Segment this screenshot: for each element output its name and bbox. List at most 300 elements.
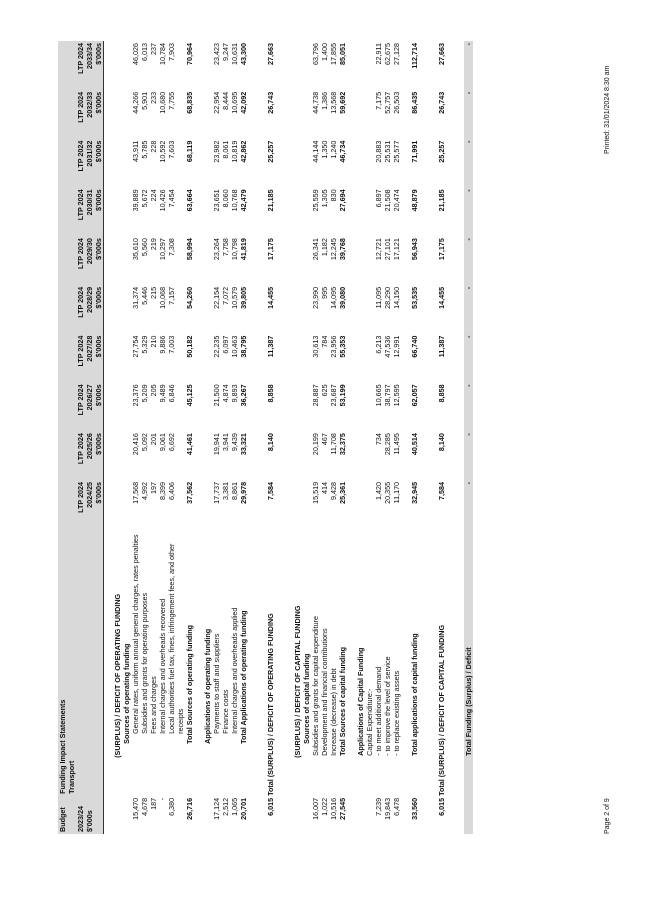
section-heading: Sources of capital funding xyxy=(302,653,311,744)
table-row-total-apps-op xyxy=(239,41,248,834)
value-cell: 1,305 xyxy=(320,189,329,208)
value-cell: 17,855 xyxy=(329,43,338,65)
value-cell: 43,300 xyxy=(239,43,248,65)
section-heading-row xyxy=(113,41,122,834)
table-row-debt xyxy=(329,41,338,834)
header-row-ltp xyxy=(76,41,85,834)
value-cell: 197 xyxy=(149,481,158,494)
table-row-gen-rates xyxy=(131,41,140,834)
value-cell: 10,579 xyxy=(230,286,239,309)
value-cell: 27,754 xyxy=(131,335,140,358)
value-cell: 20,355 xyxy=(383,481,392,504)
value-cell: 63,664 xyxy=(185,189,194,212)
budget-title: Budget xyxy=(58,796,76,834)
value-cell: 68,119 xyxy=(185,140,194,163)
value-cell: 20,474 xyxy=(392,189,401,212)
table-row-finance-costs xyxy=(221,41,230,834)
value-cell: 27,101 xyxy=(383,238,392,261)
section-heading-row xyxy=(302,41,311,834)
value-cell: 26,743 xyxy=(437,91,446,114)
value-cell: 1,240 xyxy=(329,140,338,159)
value-cell: 41,461 xyxy=(185,433,194,456)
ltp-label: LTP 2024 xyxy=(76,139,85,188)
value-cell: 6,897 xyxy=(374,189,383,208)
value-cell: 47,536 xyxy=(383,335,392,358)
value-cell: 5,446 xyxy=(140,286,149,305)
value-cell: 25,531 xyxy=(383,140,392,163)
value-cell: 1,350 xyxy=(320,140,329,159)
value-cell: 25,257 xyxy=(437,140,446,163)
budget-cell: 15,470 xyxy=(131,797,140,820)
value-cell: 33,321 xyxy=(239,433,248,456)
value-cell: 215 xyxy=(149,286,158,299)
value-cell: 10,068 xyxy=(158,286,167,309)
unit-header: $'000s xyxy=(94,431,104,480)
row-label: Increase (decrease) in debt xyxy=(329,668,338,756)
row-label: Total (SURPLUS) / DEFICIT OF OPERATING FUNDING xyxy=(266,613,275,796)
budget-cell: 6,380 xyxy=(167,797,176,816)
section-title: Transport xyxy=(67,760,76,794)
value-cell: 224 xyxy=(149,189,158,202)
row-label: Payments to staff and suppliers xyxy=(212,633,221,734)
table-row-internal-applied xyxy=(230,41,239,834)
budget-cell: 27,545 xyxy=(338,797,347,820)
table-row-improve-service xyxy=(383,41,392,834)
value-cell: 14,150 xyxy=(392,286,401,309)
table-row-fees xyxy=(149,41,158,834)
ltp-label: LTP 2024 xyxy=(76,41,85,90)
value-cell: 62,057 xyxy=(410,384,419,407)
value-cell: 8,444 xyxy=(221,91,230,110)
row-label: Development and financial contributions xyxy=(320,628,329,756)
value-cell: 10,426 xyxy=(158,189,167,212)
value-cell: 23,956 xyxy=(329,335,338,358)
budget-cell: 16,007 xyxy=(311,797,320,820)
row-label: Total (SURPLUS) / DEFICIT OF CAPITAL FUNDING xyxy=(437,624,446,796)
value-cell: 39,889 xyxy=(131,189,140,212)
row-label: Local authorities fuel tax, fines, infringement fees, and other receipts xyxy=(167,543,185,734)
budget-cell: - xyxy=(158,797,167,801)
value-cell: 7,758 xyxy=(221,238,230,257)
value-cell: - xyxy=(464,286,473,290)
ltp-label: LTP 2024 xyxy=(76,285,85,334)
value-cell: - xyxy=(464,43,473,46)
value-cell: 7,454 xyxy=(167,189,176,208)
value-cell: 46,734 xyxy=(338,140,347,163)
value-cell: 4,992 xyxy=(140,481,149,500)
value-cell: 55,353 xyxy=(338,335,347,358)
value-cell: 8,140 xyxy=(266,433,275,452)
value-cell: 9,886 xyxy=(158,335,167,354)
spacer-row xyxy=(248,41,266,834)
ltp-label: LTP 2024 xyxy=(76,480,85,531)
value-cell: 37,562 xyxy=(185,481,194,504)
unit-header: $'000s xyxy=(94,90,104,139)
spacer-row xyxy=(446,41,464,834)
value-cell: 7,603 xyxy=(167,140,176,159)
value-cell: 39,080 xyxy=(338,286,347,309)
value-cell: - xyxy=(464,91,473,95)
table-row-total-sources-cap xyxy=(338,41,347,834)
value-cell: 46,026 xyxy=(131,43,140,65)
year-header: 2031/32 xyxy=(85,139,94,188)
value-cell: 6,846 xyxy=(167,384,176,403)
value-cell: 228 xyxy=(149,140,158,153)
value-cell: - xyxy=(464,335,473,339)
value-cell: 734 xyxy=(374,433,383,446)
value-cell: 6,406 xyxy=(167,481,176,500)
year-header: 2027/28 xyxy=(85,334,94,383)
value-cell: 11,495 xyxy=(392,433,401,455)
value-cell: 201 xyxy=(149,433,158,446)
value-cell: 59,692 xyxy=(338,91,347,114)
ltp-label: LTP 2024 xyxy=(76,187,85,236)
budget-cell: 26,716 xyxy=(185,797,194,820)
value-cell: 39,768 xyxy=(338,238,347,261)
value-cell: 44,144 xyxy=(311,140,320,163)
value-cell: 13,568 xyxy=(329,91,338,114)
ltp-label: LTP 2024 xyxy=(76,90,85,139)
budget-cell xyxy=(464,796,473,834)
value-cell: 50,182 xyxy=(185,335,194,358)
value-cell: 237 xyxy=(149,43,158,55)
section-heading: Applications of Capital Funding xyxy=(356,647,365,756)
value-cell: - xyxy=(464,433,473,436)
row-label: Internal charges and overheads recovered xyxy=(158,598,167,734)
value-cell: 66,740 xyxy=(410,335,419,358)
table-body xyxy=(58,41,473,834)
value-cell: 10,297 xyxy=(158,238,167,261)
value-cell: 32,945 xyxy=(410,481,419,504)
value-cell: 42,092 xyxy=(239,91,248,114)
value-cell: 71,991 xyxy=(410,140,419,163)
value-cell: 5,901 xyxy=(140,91,149,110)
value-cell: 784 xyxy=(320,335,329,348)
value-cell: 11,708 xyxy=(329,433,338,455)
top-title: Funding Impact Statements xyxy=(58,699,67,794)
value-cell: 7,175 xyxy=(374,91,383,110)
value-cell: 10,784 xyxy=(158,43,167,65)
row-label: General rates, uniform annual general charges, rates penalties xyxy=(131,534,140,734)
value-cell: 63,796 xyxy=(311,43,320,65)
value-cell: 5,092 xyxy=(140,433,149,452)
value-cell: 23,687 xyxy=(329,384,338,407)
value-cell: 21,508 xyxy=(383,189,392,212)
budget-cell: 1,022 xyxy=(320,797,329,816)
value-cell: 8,061 xyxy=(221,140,230,159)
row-label: Total Sources of capital funding xyxy=(338,646,347,756)
value-cell: 28,290 xyxy=(383,286,392,309)
unit-header: $'000s xyxy=(94,334,104,383)
value-cell: 9,247 xyxy=(221,43,230,61)
table-row-subsidies-cap xyxy=(311,41,320,834)
value-cell: 27,128 xyxy=(392,43,401,65)
value-cell: 17,175 xyxy=(266,238,275,261)
printed-date: Printed: 31/01/2024 8:30 am xyxy=(604,65,611,154)
row-label: - to meet additional demand xyxy=(374,666,383,756)
section-heading: Sources of operating funding xyxy=(122,643,131,744)
value-cell: 62,675 xyxy=(383,43,392,65)
value-cell: 68,835 xyxy=(185,91,194,114)
row-label: - to improve the level of service xyxy=(383,656,392,756)
table-row-local-auth xyxy=(167,41,185,834)
section-heading-row xyxy=(293,41,302,834)
budget-cell: 2,512 xyxy=(221,797,230,816)
value-cell: 10,768 xyxy=(230,189,239,212)
unit-header: $'000s xyxy=(94,139,104,188)
table-row-total-op xyxy=(266,41,275,834)
value-cell: 14,455 xyxy=(437,286,446,309)
value-cell: 9,428 xyxy=(329,481,338,500)
value-cell: 31,374 xyxy=(131,286,140,309)
value-cell: 210 xyxy=(149,335,158,348)
value-cell: 6,097 xyxy=(221,335,230,354)
year-header: 2028/29 xyxy=(85,285,94,334)
value-cell: 7,903 xyxy=(167,43,176,61)
value-cell: 20,883 xyxy=(374,140,383,163)
table-row-total-cap xyxy=(437,41,446,834)
value-cell: 5,672 xyxy=(140,189,149,208)
unit-header: $'000s xyxy=(94,382,104,431)
value-cell: 9,893 xyxy=(230,384,239,403)
ltp-label: LTP 2024 xyxy=(76,382,85,431)
value-cell: 10,665 xyxy=(374,384,383,407)
budget-cell: 6,015 xyxy=(266,797,275,816)
value-cell: 5,329 xyxy=(140,335,149,354)
value-cell: 5,209 xyxy=(140,384,149,403)
value-cell: 17,737 xyxy=(212,481,221,504)
table-row-subsidies-op xyxy=(140,41,149,834)
value-cell: 54,260 xyxy=(185,286,194,309)
section-heading: Capital Expenditure:- xyxy=(365,688,374,756)
value-cell: 112,714 xyxy=(410,43,419,69)
value-cell: 625 xyxy=(320,384,329,397)
value-cell: 205 xyxy=(149,384,158,397)
value-cell: 5,785 xyxy=(140,140,149,159)
header-row-units xyxy=(94,41,104,834)
value-cell: 10,819 xyxy=(230,140,239,163)
value-cell: 27,663 xyxy=(437,43,446,65)
unit-header: $'000s xyxy=(94,480,104,531)
value-cell: 58,994 xyxy=(185,238,194,261)
value-cell: 30,613 xyxy=(311,335,320,358)
value-cell: 39,805 xyxy=(239,286,248,309)
value-cell: 43,911 xyxy=(131,140,140,163)
value-cell: 17,568 xyxy=(131,481,140,504)
table-row-total-funding xyxy=(464,41,473,834)
value-cell: 3,381 xyxy=(221,481,230,500)
value-cell: 22,954 xyxy=(212,91,221,114)
value-cell: 23,651 xyxy=(212,189,221,212)
value-cell: 19,941 xyxy=(212,433,221,456)
budget-cell: 6,015 xyxy=(437,797,446,816)
first-col-unit: $'000s xyxy=(85,796,94,834)
value-cell: 1,420 xyxy=(374,481,383,500)
table-row-total-apps-cap xyxy=(410,41,419,834)
value-cell: 36,267 xyxy=(239,384,248,407)
value-cell: 28,285 xyxy=(383,433,392,456)
value-cell: 10,695 xyxy=(230,91,239,114)
budget-cell: 1,065 xyxy=(230,797,239,816)
row-label: Subsidies and grants for operating purposes xyxy=(140,592,149,734)
value-cell: 23,982 xyxy=(212,140,221,163)
value-cell: 8,399 xyxy=(158,481,167,500)
value-cell: 17,175 xyxy=(437,238,446,261)
value-cell: 44,738 xyxy=(311,91,320,114)
table-row-replace-assets xyxy=(392,41,401,834)
table-row-dev-contrib xyxy=(320,41,329,834)
section-heading: (SURPLUS) / DEFICIT OF OPERATING FUNDING xyxy=(113,593,122,758)
value-cell: 42,479 xyxy=(239,189,248,212)
table-row-payments-staff xyxy=(212,41,221,834)
value-cell: 27,663 xyxy=(266,43,275,65)
header-row-years xyxy=(85,41,94,834)
ltp-label: LTP 2024 xyxy=(76,334,85,383)
value-cell: 23,264 xyxy=(212,238,221,261)
year-header: 2026/27 xyxy=(85,382,94,431)
unit-header: $'000s xyxy=(94,41,104,90)
funding-impact-table xyxy=(58,41,473,834)
value-cell: 25,577 xyxy=(392,140,401,163)
value-cell: 86,435 xyxy=(410,91,419,114)
value-cell: 20,416 xyxy=(131,433,140,456)
value-cell: 12,991 xyxy=(392,335,401,358)
spacer-row xyxy=(275,41,293,834)
value-cell: 7,003 xyxy=(167,335,176,354)
section-heading-row xyxy=(122,41,131,834)
value-cell: 995 xyxy=(320,286,329,299)
ltp-label: LTP 2024 xyxy=(76,431,85,480)
value-cell: 25,257 xyxy=(266,140,275,163)
value-cell: 14,095 xyxy=(329,286,338,309)
value-cell: - xyxy=(464,140,473,143)
value-cell: 9,061 xyxy=(158,433,167,452)
budget-cell: 17,124 xyxy=(212,797,221,820)
value-cell: 11,387 xyxy=(437,335,446,358)
year-header: 2025/26 xyxy=(85,431,94,480)
row-label: Finance costs xyxy=(221,689,230,734)
value-cell: 53,199 xyxy=(338,384,347,407)
value-cell: 6,013 xyxy=(140,43,149,61)
value-cell: 12,245 xyxy=(329,238,338,261)
value-cell: 1,182 xyxy=(320,238,329,257)
value-cell: 7,584 xyxy=(437,481,446,500)
value-cell: 70,964 xyxy=(185,43,194,65)
unit-header: $'000s xyxy=(94,187,104,236)
value-cell: 21,185 xyxy=(266,189,275,212)
value-cell: 26,341 xyxy=(311,238,320,261)
year-header: 2029/30 xyxy=(85,236,94,285)
year-header: 2030/31 xyxy=(85,187,94,236)
value-cell: 27,694 xyxy=(338,189,347,212)
value-cell: 29,978 xyxy=(239,481,248,504)
value-cell: 21,185 xyxy=(437,189,446,212)
spacer-row xyxy=(419,41,437,834)
budget-cell: 6,478 xyxy=(392,797,401,816)
row-label: - to replace existing assets xyxy=(392,670,401,756)
row-label: Internal charges and overheads applied xyxy=(230,607,239,734)
section-heading-row xyxy=(365,41,374,834)
spacer-row xyxy=(194,41,203,834)
value-cell: 8,858 xyxy=(437,384,446,403)
value-cell: 10,680 xyxy=(158,91,167,114)
value-cell: 10,463 xyxy=(230,335,239,358)
year-header: 2024/25 xyxy=(85,480,94,531)
value-cell: 7,072 xyxy=(221,286,230,305)
value-cell: 25,559 xyxy=(311,189,320,212)
row-label: Total Applications of operating funding xyxy=(239,610,248,744)
budget-cell: 10,516 xyxy=(329,797,338,820)
table-row-meet-demand xyxy=(374,41,383,834)
row-label: Fees and charges xyxy=(149,676,158,734)
value-cell: 23,376 xyxy=(131,384,140,407)
value-cell: 11,095 xyxy=(374,286,383,309)
row-label: Total Sources of operating funding xyxy=(185,624,194,744)
budget-cell: 187 xyxy=(149,797,158,810)
value-cell: 5,560 xyxy=(140,238,149,257)
section-heading-row xyxy=(356,41,365,834)
value-cell: 8,858 xyxy=(266,384,275,403)
row-label: Subsidies and grants for capital expenditure xyxy=(311,615,320,756)
value-cell: 41,819 xyxy=(239,238,248,261)
value-cell: - xyxy=(464,384,473,387)
value-cell: 10,631 xyxy=(230,43,239,65)
ltp-label: LTP 2024 xyxy=(76,236,85,285)
value-cell: 22,235 xyxy=(212,335,221,358)
value-cell: 17,121 xyxy=(392,238,401,261)
value-cell: 12,595 xyxy=(392,384,401,407)
header-row-1 xyxy=(58,41,76,834)
value-cell: 414 xyxy=(320,481,329,494)
value-cell: 22,911 xyxy=(374,43,383,65)
value-cell: 11,170 xyxy=(392,481,401,504)
value-cell: 21,500 xyxy=(212,384,221,407)
value-cell: 44,266 xyxy=(131,91,140,114)
budget-cell: 33,560 xyxy=(410,797,419,820)
budget-cell: 20,701 xyxy=(239,797,248,820)
value-cell: 25,361 xyxy=(338,481,347,504)
value-cell: 22,154 xyxy=(212,286,221,309)
value-cell: 15,519 xyxy=(311,481,320,504)
section-heading-row xyxy=(203,41,212,834)
value-cell: 20,199 xyxy=(311,433,320,456)
value-cell: 219 xyxy=(149,238,158,251)
value-cell: - xyxy=(464,481,473,485)
value-cell: 11,387 xyxy=(266,335,275,358)
value-cell: 45,125 xyxy=(185,384,194,407)
value-cell: 48,879 xyxy=(410,189,419,212)
value-cell: 6,213 xyxy=(374,335,383,354)
value-cell: 7,584 xyxy=(266,481,275,500)
value-cell: 9,439 xyxy=(230,433,239,452)
value-cell: 53,535 xyxy=(410,286,419,309)
value-cell: 7,755 xyxy=(167,91,176,110)
value-cell: 12,721 xyxy=(374,238,383,261)
value-cell: 8,060 xyxy=(221,189,230,208)
spacer-row xyxy=(401,41,410,834)
budget-cell: 4,678 xyxy=(140,797,149,816)
section-heading: Applications of operating funding xyxy=(203,628,212,744)
value-cell: - xyxy=(464,238,473,241)
budget-cell: 19,843 xyxy=(383,797,392,820)
value-cell: 7,308 xyxy=(167,238,176,257)
value-cell: 1,386 xyxy=(320,91,329,110)
value-cell: 32,375 xyxy=(338,433,347,456)
value-cell: 23,423 xyxy=(212,43,221,65)
value-cell: 3,941 xyxy=(221,433,230,452)
value-cell: 85,051 xyxy=(338,43,347,65)
value-cell: 7,157 xyxy=(167,286,176,305)
